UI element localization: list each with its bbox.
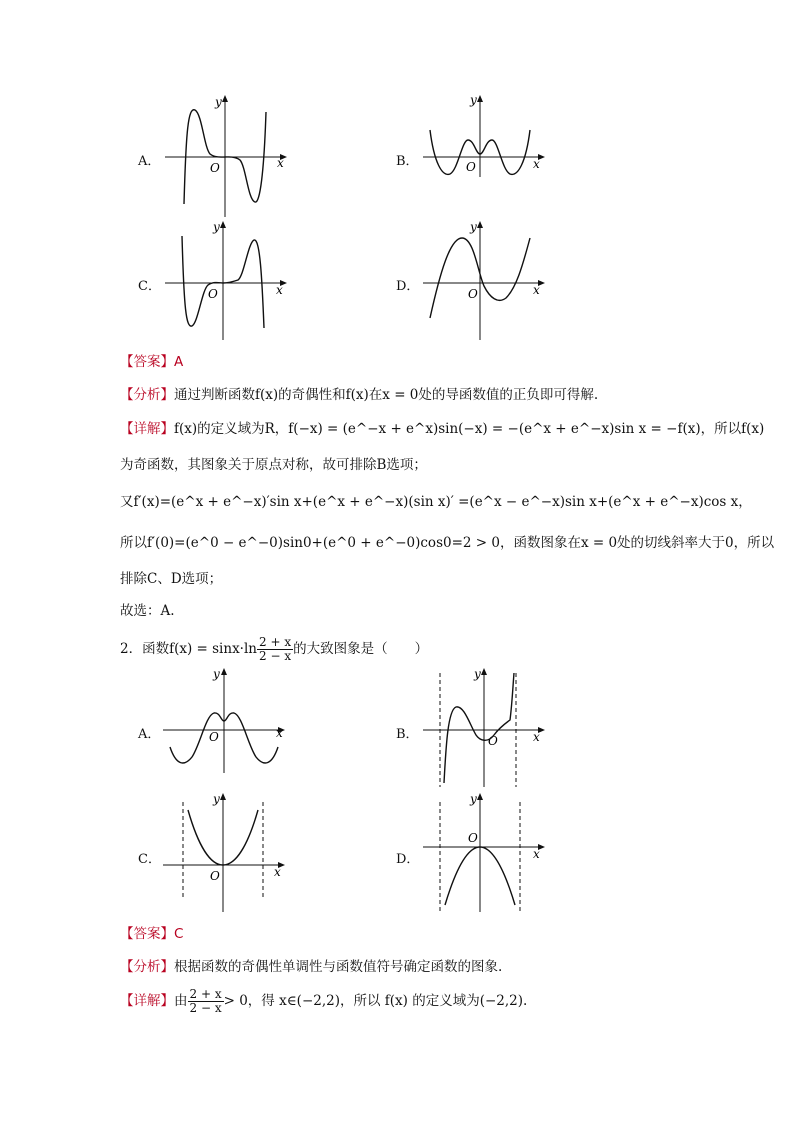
q1-detail-line-3: 又f′(x)=(e^x + e^−x)′sin x+(e^x + e^−x)(sin x)′ =(e^x − e^−x)sin x+(e^x + e^−x)cos x， (120, 494, 752, 510)
q1-option-a-label: A． (138, 154, 161, 169)
q2-stem (120, 636, 428, 663)
q1-graph-b (418, 92, 548, 182)
origin-label: O (210, 869, 220, 883)
answer-value: C (174, 926, 184, 942)
x-axis-label: x (277, 156, 284, 170)
q2-graph-a (158, 665, 293, 775)
q1-detail-line-1 (120, 419, 764, 439)
answer-tag: 【答案】 (120, 926, 174, 942)
origin-label: O (488, 734, 498, 748)
analysis-text: 通过判断函数f(x)的奇偶性和f(x)在x = 0处的导函数值的正负即可得解. (174, 387, 599, 403)
origin-label: O (209, 730, 219, 744)
fraction-denominator: 2 − x (259, 649, 292, 663)
q2-stem-fraction (257, 636, 293, 663)
q1-detail-line-4: 所以f′(0)=(e^0 − e^−0)sin0+(e^0 + e^−0)cos0=2 > 0，函数图象在x = 0处的切线斜率大于0，所以 (120, 535, 775, 551)
x-axis-label: x (533, 283, 540, 297)
answer-value: A (174, 354, 184, 370)
y-axis-label: y (470, 93, 477, 107)
q2-stem-suffix: 的大致图象是（ ） (293, 641, 429, 657)
q2-graph-c (158, 790, 293, 915)
x-axis-label: x (274, 865, 281, 879)
q1-detail-line-6: 故选：A. (120, 603, 175, 619)
x-axis-label: x (533, 847, 540, 861)
q1-option-c-label: C． (138, 279, 161, 294)
q1-graph-d (418, 218, 548, 343)
fraction-denominator: 2 − x (189, 1001, 222, 1015)
y-axis-label: y (213, 792, 220, 806)
detail-rest: > 0，得 x∈(−2,2)，所以 f(x) 的定义域为(−2,2). (223, 993, 528, 1009)
q2-answer-line (120, 924, 183, 944)
origin-label: O (468, 287, 478, 301)
analysis-text: 根据函数的奇偶性单调性与函数值符号确定函数的图象. (174, 959, 503, 975)
detail-prefix: 由 (174, 993, 188, 1009)
analysis-tag: 【分析】 (120, 387, 174, 403)
q2-option-c-label: C． (138, 852, 161, 867)
detail-tag: 【详解】 (120, 421, 174, 437)
q2-graph-d (418, 790, 548, 915)
y-axis-label: y (470, 220, 477, 234)
q1-detail-line-2: 为奇函数，其图象关于原点对称，故可排除B选项； (120, 457, 427, 473)
q2-detail-line (120, 988, 527, 1015)
y-axis-label: y (470, 792, 477, 806)
q2-option-d-label: D． (396, 852, 420, 867)
origin-label: O (468, 831, 478, 845)
q1-detail-line-5: 排除C、D选项； (120, 571, 223, 587)
origin-label: O (208, 287, 218, 301)
detail-text: f(x)的定义域为R，f(−x) = (e^−x + e^x)sin(−x) = −(e^x + e^−x)sin x = −f(x)，所以f(x) (174, 421, 765, 437)
x-axis-label: x (533, 157, 540, 171)
detail-fraction (188, 988, 224, 1015)
origin-label: O (466, 160, 476, 174)
y-axis-label: y (215, 95, 222, 109)
y-axis-label: y (213, 220, 220, 234)
x-axis-label: x (533, 730, 540, 744)
q1-option-b-label: B． (396, 154, 419, 169)
q1-analysis-line (120, 385, 598, 405)
curve-b (444, 673, 514, 783)
q1-graph-a (160, 92, 290, 222)
q1-option-d-label: D． (396, 279, 420, 294)
fraction-numerator: 2 + x (189, 987, 222, 1001)
q2-stem-func: f(x) = sinx·ln (169, 641, 257, 657)
q2-graph-b (418, 665, 548, 790)
q2-analysis-line (120, 957, 502, 977)
detail-tag: 【详解】 (120, 993, 174, 1009)
analysis-tag: 【分析】 (120, 959, 174, 975)
x-axis-label: x (276, 726, 283, 740)
q1-answer-line (120, 352, 183, 372)
fraction-numerator: 2 + x (259, 635, 292, 649)
y-axis-label: y (474, 667, 481, 681)
q1-graph-c (160, 218, 290, 343)
x-axis-label: x (276, 283, 283, 297)
y-axis-label: y (213, 667, 220, 681)
q2-option-b-label: B． (396, 727, 419, 742)
q2-stem-prefix: 2．函数 (120, 641, 170, 657)
q2-option-a-label: A． (138, 727, 161, 742)
origin-label: O (210, 161, 220, 175)
answer-tag: 【答案】 (120, 354, 174, 370)
